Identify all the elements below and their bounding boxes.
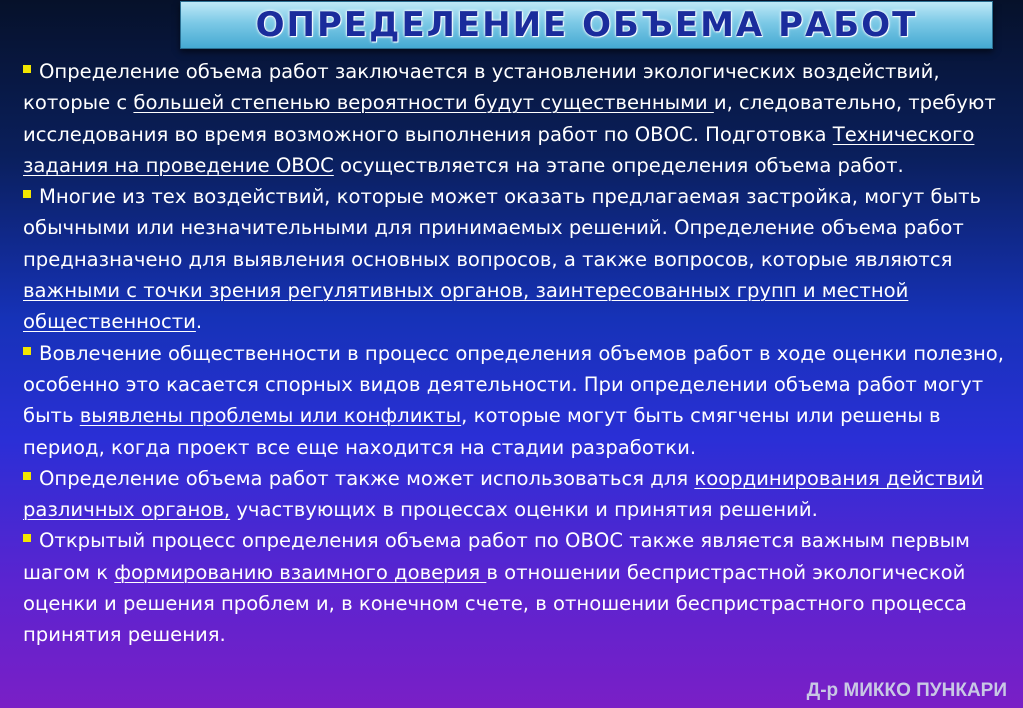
bullet-paragraph-4 bbox=[23, 463, 1015, 526]
paragraph-text: , которые могут быть смягчены или решены в период, когда проект все еще находится на стадии разработки. bbox=[23, 404, 941, 459]
square-bullet-icon bbox=[23, 534, 31, 542]
paragraph-text: . bbox=[195, 310, 203, 334]
square-bullet-icon bbox=[23, 472, 31, 480]
underlined-phrase: формированию взаимного доверия bbox=[114, 560, 487, 584]
square-bullet-icon bbox=[23, 65, 31, 73]
bullet-paragraph-1 bbox=[23, 56, 1015, 181]
paragraph-text: участвующих в процессах оценки и принятия решений. bbox=[230, 498, 818, 522]
slide-body bbox=[23, 56, 1015, 651]
underlined-phrase: выявлены проблемы или конфликты bbox=[79, 404, 462, 428]
paragraph-text: Многие из тех воздействий, которые может оказать предлагаемая застройка, могут быть обычными или незначительными для принимаемых решений. Определение объема работ предназначено для выявления основных вопросов, а также вопросов, которые являются bbox=[23, 185, 982, 271]
paragraph-text: осуществляется на этапе определения объема работ. bbox=[333, 153, 904, 177]
paragraph-text: в отношении беспристрастной экологической оценки и решения проблем и, в конечном счете, в отношении беспристрастного процесса принятия решения. bbox=[23, 560, 967, 647]
paragraph-text: и, следовательно, требуют исследования во время возможного выполнения работ по ОВОС. Подготовка bbox=[23, 91, 996, 146]
paragraph-text: Определение объема работ заключается в установлении экологических воздействий, которые с bbox=[23, 60, 940, 115]
paragraph-text: Вовлечение общественности в процесс определения объемов работ в ходе оценки полезно, особенно это касается спорных видов деятельности. При определении объема работ могут быть bbox=[23, 341, 1005, 428]
square-bullet-icon bbox=[23, 347, 31, 355]
bullet-paragraph-3 bbox=[23, 338, 1015, 463]
title-bar bbox=[180, 1, 993, 49]
underlined-phrase: координирования действий различных органов, bbox=[23, 466, 984, 522]
underlined-phrase: Технического задания на проведение ОВОС bbox=[23, 122, 975, 177]
author-credit: Д-р МИККО ПУНКАРИ bbox=[806, 680, 1007, 701]
page-title: ОПРЕДЕЛЕНИЕ ОБЪЕМА РАБОТ bbox=[255, 5, 918, 45]
underlined-phrase: важными с точки зрения регулятивных органов, заинтересованных групп и местной общественности bbox=[23, 279, 909, 334]
bullet-paragraph-2 bbox=[23, 181, 1015, 337]
underlined-phrase: большей степенью вероятности будут существенными bbox=[133, 91, 714, 115]
bullet-paragraph-5 bbox=[23, 525, 1015, 650]
square-bullet-icon bbox=[23, 190, 31, 198]
paragraph-text: Открытый процесс определения объема работ по ОВОС также является важным первым шагом к bbox=[23, 529, 970, 584]
paragraph-text: Определение объема работ также может использоваться для bbox=[39, 466, 695, 490]
